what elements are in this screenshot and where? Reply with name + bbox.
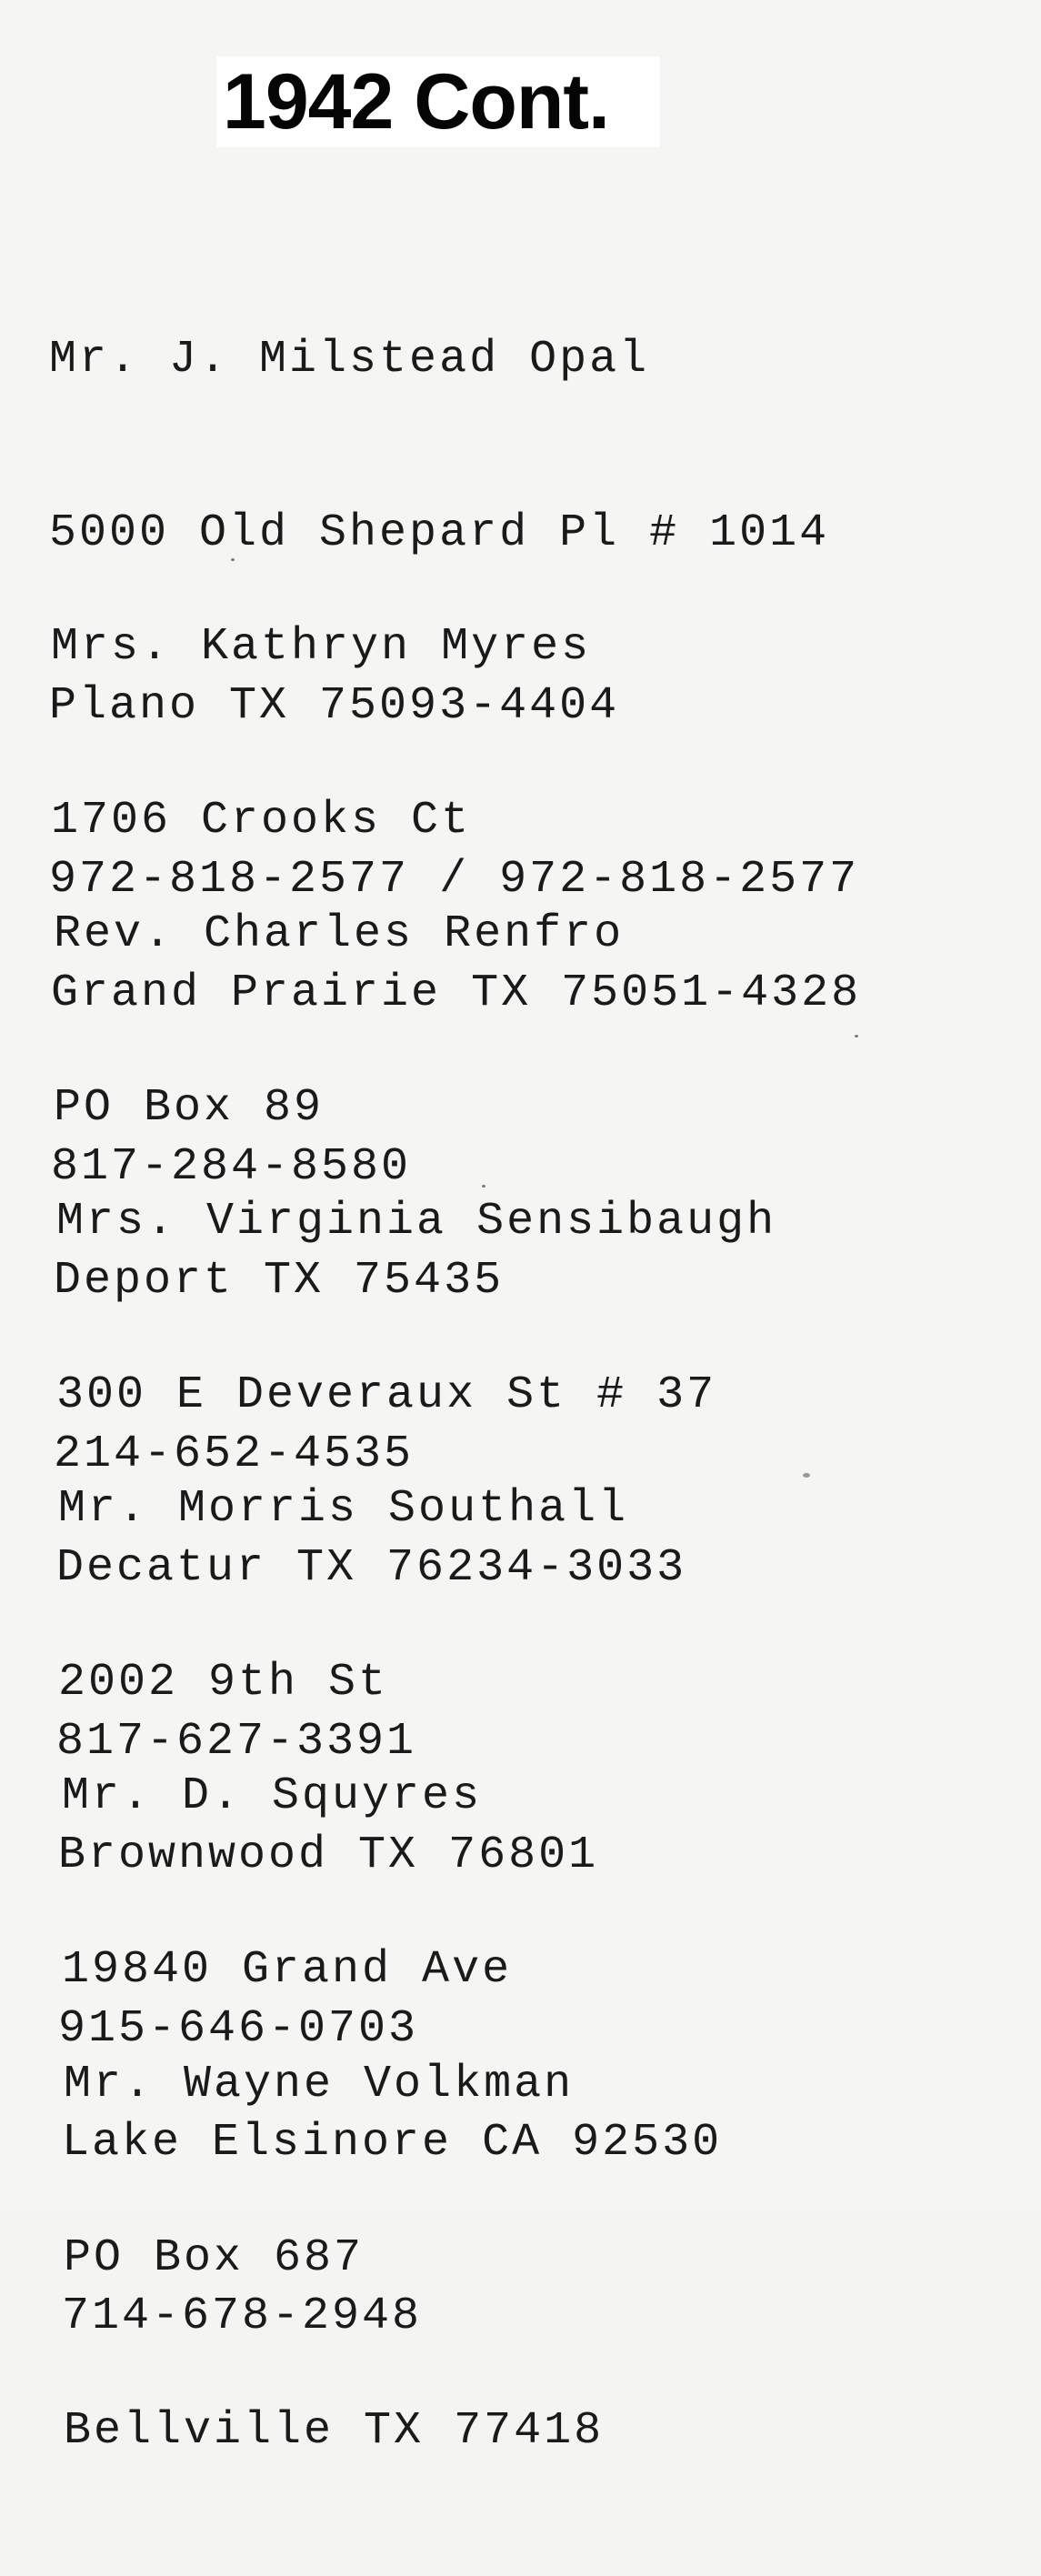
entry-phone: 714-678-2948 [62, 2290, 423, 2342]
scan-speck [231, 558, 235, 561]
entry-city: Grand Prairie TX 75051-4328 [51, 967, 862, 1019]
entry-city: Bellville TX 77418 [64, 2405, 605, 2457]
entry-name: Mrs. Virginia Sensibaugh [56, 1196, 777, 1248]
scan-speck [482, 1185, 485, 1188]
entry-city: Decatur TX 76234-3033 [56, 1542, 687, 1594]
entry-street: 2002 9th St [58, 1656, 389, 1709]
scan-speck [855, 1035, 858, 1037]
entry-phone: 817-627-3391 [56, 1715, 417, 1768]
entry-name: Mr. Wayne Volkman [64, 2059, 575, 2110]
scan-speck [803, 1473, 810, 1478]
entry-street: 300 E Deveraux St # 37 [56, 1368, 717, 1421]
entry-street: PO Box 687 [64, 2231, 365, 2284]
entry-phone: 972-818-2577 / 972-818-2577 [49, 853, 860, 906]
entry-phone: 915-646-0703 [58, 2002, 419, 2055]
entry-name: Mrs. Kathryn Myres [51, 621, 592, 673]
entry-street: PO Box 89 [54, 1081, 325, 1134]
entry-phone: 817-284-8580 [51, 1140, 412, 1193]
entry-name: Mr. J. Milstead Opal [49, 334, 650, 386]
address-entry [64, 1940, 604, 2576]
entry-street: 19840 Grand Ave [62, 1943, 513, 1996]
entry-city: Deport TX 75435 [54, 1255, 505, 1307]
entry-city: Lake Elsinore CA 92530 [62, 2117, 723, 2169]
entry-phone: 214-652-4535 [54, 1428, 415, 1480]
entry-name: Mr. Morris Southall [58, 1483, 629, 1535]
entry-name: Mr. D. Squyres [62, 1770, 483, 1822]
entry-street: 1706 Crooks Ct [51, 794, 472, 847]
page-title: 1942 Cont. [223, 58, 609, 145]
entry-street: 5000 Old Shepard Pl # 1014 [49, 506, 830, 559]
entry-name: Rev. Charles Renfro [54, 908, 625, 960]
entry-city: Plano TX 75093-4404 [49, 680, 620, 732]
entry-city: Brownwood TX 76801 [58, 1829, 599, 1881]
